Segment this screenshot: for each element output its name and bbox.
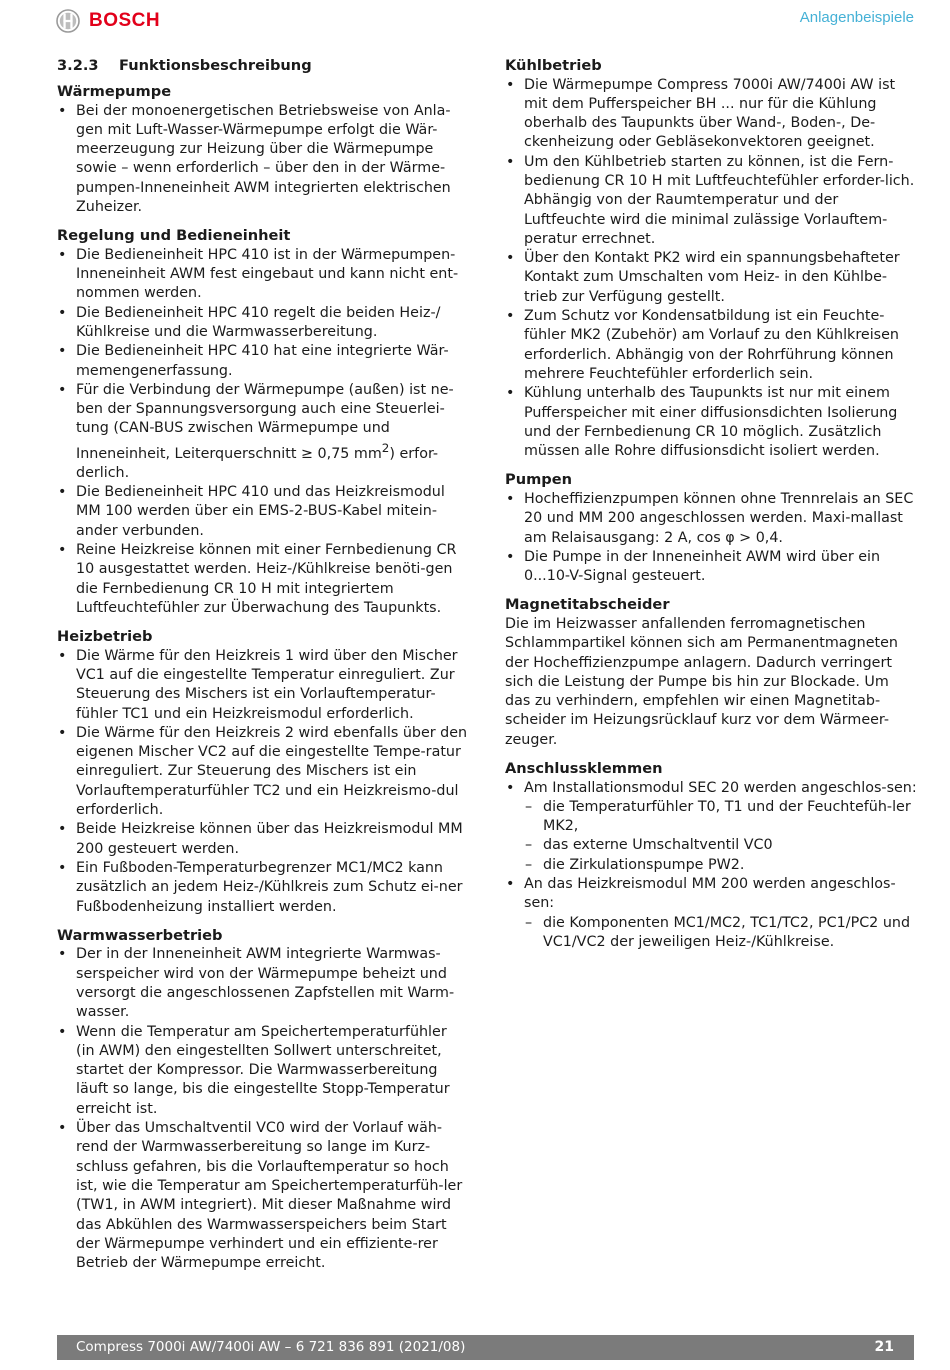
heading-waermepumpe: Wärmepumpe	[57, 83, 172, 100]
list-item: • Um den Kühlbetrieb starten zu können, ist die Fern-bedienung CR 10 H mit Luftfeuchtefühler erforder-lich. Abhängig von der Raumtemperatur und der Luftfeuchte wird die minimal zulässige Vorlauftem-peratur errechnet.	[505, 153, 917, 249]
list-item: • Hocheffizienzpumpen können ohne Trennrelais an SEC 20 und MM 200 angeschlossen werden. Maxi-mallast am Relaisausgang: 2 A, cos φ > 0,4.	[505, 490, 917, 548]
heading-regelung: Regelung und Bedieneinheit	[57, 227, 291, 245]
footer-document-id: Compress 7000i AW/7400i AW – 6 721 836 891 (2021/08)	[76, 1339, 466, 1355]
list-item: • Die Bedieneinheit HPC 410 hat eine integrierte Wär-memengenerfassung.	[57, 342, 469, 381]
list-item	[505, 779, 917, 875]
right-column	[505, 56, 917, 952]
list-item: • Über den Kontakt PK2 wird ein spannungsbehafteter Kontakt zum Umschalten vom Heiz- in den Kühlbe-trieb zur Verfügung gestellt.	[505, 249, 917, 307]
list-item: • Die Bedieneinheit HPC 410 und das Heizkreismodul MM 100 werden über ein EMS-2-BUS-Kabel mitein-ander verbunden.	[57, 483, 469, 541]
list-item-text: An das Heizkreismodul MM 200 werden angeschlos-sen:	[524, 875, 896, 912]
list-item: • Ein Fußboden-Temperaturbegrenzer MC1/MC2 kann zusätzlich an jedem Heiz-/Kühlkreis zum Schutz ei-ner Fußbodenheizung installiert werden.	[57, 859, 469, 917]
brand-name: BOSCH	[89, 10, 161, 31]
list-item: • Die Pumpe in der Inneneinheit AWM wird über ein 0...10-V-Signal gesteuert.	[505, 548, 917, 587]
paragraph-magnetitabscheider: Die im Heizwasser anfallenden ferromagnetischen Schlammpartikel können sich am Permanentmagneten der Hocheffizienzpumpe anlagern. Dadurch verringert sich die Leistung der Pumpe bis hin zur Blockade. Um das zu verhindern, empfehlen wir einen Magnetitab-scheider im Heizungsrücklauf kurz vor dem Wärmeer-zeuger.	[505, 615, 898, 748]
verbindung-end: ) erfor-derlich.	[76, 445, 439, 481]
chapter-title: Funktionsbeschreibung	[119, 57, 312, 74]
list-item: • Die Wärmepumpe Compress 7000i AW/7400i AW ist mit dem Pufferspeicher BH ... nur für die Kühlung oberhalb des Taupunkts über Wand-, Boden-, De-ckenheizung oder Gebläsekonvektoren geeignet.	[505, 76, 917, 153]
heading-anschlussklemmen: Anschlussklemmen	[505, 760, 663, 777]
list-heizbetrieb	[57, 647, 469, 917]
list-item: • Der in der Inneneinheit AWM integrierte Warmwas-serspeicher wird von der Wärmepumpe beheizt und versorgt die angeschlossenen Zapfstellen mit Warm-wasser.	[57, 945, 469, 1022]
list-regelung	[57, 246, 469, 618]
list-item: • Kühlung unterhalb des Taupunkts ist nur mit einem Pufferspeicher mit einer diffusionsdichten Isolierung und der Fernbedienung CR 10 möglich. Zusätzlich müssen alle Rohre diffusionsdicht isoliert werden.	[505, 384, 917, 461]
list-item: • Die Wärme für den Heizkreis 2 wird ebenfalls über den eigenen Mischer VC2 auf die eingestellte Tempe-ratur einreguliert. Zur Steuerung des Mischers ist ein Vorlauftemperaturfühler TC2 und ein Heizkreismo-dul erforderlich.	[57, 724, 469, 820]
heading-kuehlbetrieb: Kühlbetrieb	[505, 57, 602, 74]
list-item	[505, 875, 917, 952]
list-item: • Die Bedieneinheit HPC 410 regelt die beiden Heiz-/ Kühlkreise und die Warmwasserbereitung.	[57, 304, 469, 343]
left-column	[57, 56, 469, 1273]
list-pumpen	[505, 490, 917, 586]
superscript-2: 2	[381, 440, 390, 455]
heading-heizbetrieb: Heizbetrieb	[57, 628, 153, 646]
heading-magnetitabscheider: Magnetitabscheider	[505, 596, 670, 614]
list-warmwasser	[57, 945, 469, 1273]
list-anschlussklemmen	[505, 779, 917, 953]
list-item-verbindung	[57, 381, 469, 483]
sublist-item: – die Zirkulationspumpe PW2.	[524, 856, 917, 875]
list-item: • Über das Umschaltventil VC0 wird der Vorlauf wäh-rend der Warmwasserbereitung so lange im Kurz-schluss gefahren, bis die Vorlauftemperatur so hoch ist, wie die Temperatur am Speichertemperaturfüh-ler (TW1, in AWM integriert). Mit dieser Maßnahme wird das Abkühlen des Warmwasserspeichers beim Start der Wärmepumpe verhindert und ein effiziente-rer Betrieb der Wärmepumpe erreicht.	[57, 1119, 469, 1273]
verbindung-text: Für die Verbindung der Wärmepumpe (außen) ist ne-ben der Spannungsversorgung auch eine Steuerlei-tung (CAN-BUS zwischen Wärmepumpe und Inneneinheit, Leiterquerschnitt ≥ 0,75 mm	[76, 381, 454, 462]
list-kuehlbetrieb	[505, 76, 917, 462]
section-title: Anlagenbeispiele	[799, 9, 914, 26]
list-item: • Die Wärme für den Heizkreis 1 wird über den Mischer VC1 auf die eingestellte Temperatur einreguliert. Zur Steuerung des Mischers ist ein Vorlauftemperatur-fühler TC1 und ein Heizkreismodul erforderlich.	[57, 647, 469, 724]
list-item-text: Am Installationsmodul SEC 20 werden angeschlos-sen:	[524, 779, 917, 796]
sublist	[524, 798, 917, 875]
list-item: • Zum Schutz vor Kondensatbildung ist ein Feuchte-fühler MK2 (Zubehör) am Vorlauf zu den Kühlkreisen erforderlich. Abhängig von der Rohrführung können mehrere Feuchtefühler erforderlich sein.	[505, 307, 917, 384]
heading-pumpen: Pumpen	[505, 471, 573, 489]
list-item: • Reine Heizkreise können mit einer Fernbedienung CR 10 ausgestattet werden. Heiz-/Kühlkreise benöti-gen die Fernbedienung CR 10 H mit integriertem Luftfeuchtefühler zur Überwachung des Taupunkts.	[57, 541, 469, 618]
bosch-armature-icon	[56, 9, 80, 33]
list-item: • Beide Heizkreise können über das Heizkreismodul MM 200 gesteuert werden.	[57, 820, 469, 859]
chapter-number: 3.2.3	[57, 57, 99, 74]
sublist-item: – die Temperaturfühler T0, T1 und der Feuchtefüh-ler MK2,	[524, 798, 917, 837]
sublist-item: – das externe Umschaltventil VC0	[524, 836, 917, 855]
sublist-item: – die Komponenten MC1/MC2, TC1/TC2, PC1/PC2 und VC1/VC2 der jeweiligen Heiz-/Kühlkreise.	[524, 914, 917, 953]
page-number: 21	[874, 1339, 894, 1355]
list-waermepumpe	[57, 102, 469, 218]
list-item: • Die Bedieneinheit HPC 410 ist in der Wärmepumpen-Inneneinheit AWM fest eingebaut und kann nicht ent-nommen werden.	[57, 246, 469, 304]
sublist	[524, 914, 917, 953]
chapter-heading	[57, 56, 469, 75]
list-item: • Wenn die Temperatur am Speichertemperaturfühler (in AWM) den eingestellten Sollwert unterschreitet, startet der Kompressor. Die Warmwasserbereitung läuft so lange, bis die eingestellte Stopp-Temperatur erreicht ist.	[57, 1023, 469, 1119]
footer-bar	[57, 1335, 914, 1360]
brand-logo	[56, 8, 160, 34]
heading-warmwasser: Warmwasserbetrieb	[57, 926, 223, 944]
list-item: • Bei der monoenergetischen Betriebsweise von Anla-gen mit Luft-Wasser-Wärmepumpe erfolgt die Wär-meerzeugung zur Heizung über die Wärmepumpe sowie – wenn erforderlich – über den in der Wärme-pumpen-Inneneinheit AWM integrierten elektrischen Zuheizer.	[57, 102, 469, 218]
